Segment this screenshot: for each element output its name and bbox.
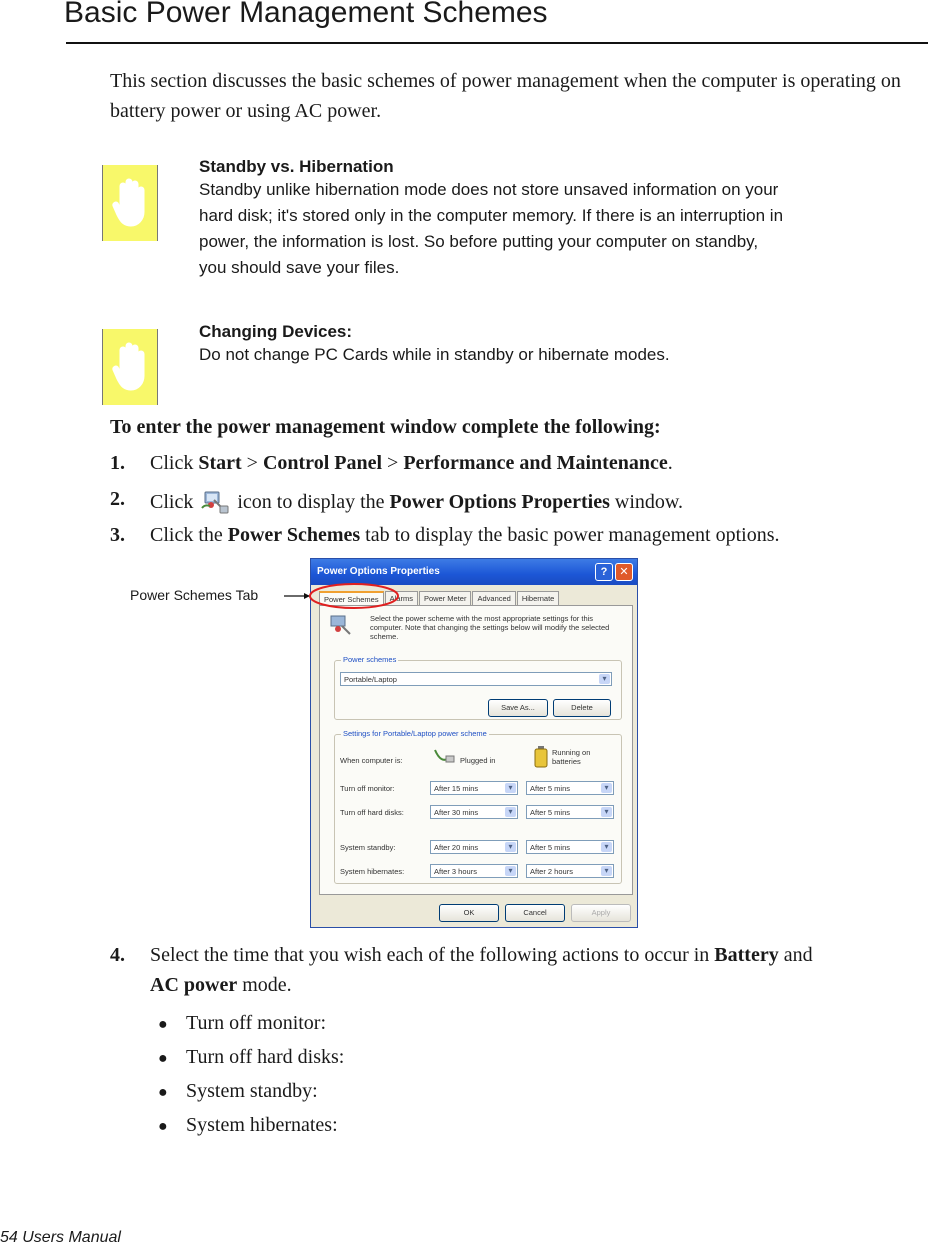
title-rule [66,42,928,44]
step-2 [110,488,684,513]
standby-ac-select[interactable]: After 20 mins ▾ [430,840,518,854]
battery-icon [534,746,548,768]
tab-power-meter[interactable]: Power Meter [419,591,472,605]
step-text: Click icon to display the Power Options Properties window. [150,488,683,514]
bullet-dot-icon: ● [158,1016,168,1033]
intro-paragraph: This section discusses the basic schemes of power management when the computer is operating on battery power or using AC power. [110,70,901,122]
hibernate-ac-select[interactable]: After 3 hours ▾ [430,864,518,878]
dialog-title: Power Options Properties [317,566,440,577]
apply-button[interactable]: Apply [571,904,631,922]
monitor-dc-select[interactable]: After 5 mins ▾ [526,781,614,795]
stop-hand-icon [102,165,158,241]
monitor-ac-select[interactable]: After 15 mins ▾ [430,781,518,795]
disks-dc-select[interactable]: After 5 mins ▾ [526,805,614,819]
tab-highlight-ellipse [306,580,402,612]
procedure-title: To enter the power management window complete the following: [110,416,661,438]
standby-dc-select[interactable]: After 5 mins ▾ [526,840,614,854]
save-as-button[interactable]: Save As... [488,699,548,717]
tab-alarms[interactable]: Alarms [385,591,418,605]
ok-button[interactable]: OK [439,904,499,922]
step-number: 4. [110,944,125,966]
note-changing-devices [199,322,930,368]
tab-panel [319,605,633,895]
help-button[interactable]: ? [595,563,613,581]
step-4-continued: AC power mode. [150,974,292,996]
step-text: Select the time that you wish each of the following actions to occur in Battery and [150,944,813,966]
note-standby-hibernation [199,157,930,281]
bullet-item: ● Turn off hard disks: [158,1046,345,1068]
power-options-dialog [310,558,638,928]
group-label: Settings for Portable/Laptop power scheme [343,729,487,738]
page-title: Basic Power Management Schemes [64,0,548,29]
bullet-item: ● System standby: [158,1080,318,1102]
step-text: Click the Power Schemes tab to display the basic power management options. [150,524,780,546]
note-line: you should save your files. [199,258,400,277]
group-label: Power schemes [343,655,397,664]
note-line: power, the information is lost. So before putting your computer on standby, [199,232,759,251]
callout-label: Power Schemes Tab [130,587,259,603]
step-1 [110,452,673,475]
bullet-dot-icon: ● [158,1050,168,1067]
tab-power-schemes[interactable]: Power Schemes [319,591,384,606]
note-line: Do not change PC Cards while in standby or hibernate modes. [199,345,670,364]
bullet-item: ● System hibernates: [158,1114,338,1136]
step-3 [110,524,780,547]
row-label: System standby: [340,843,396,852]
power-scheme-select[interactable]: Portable/Laptop ▾ [340,672,612,686]
disks-ac-select[interactable]: After 30 mins ▾ [430,805,518,819]
page-footer: 54 Users Manual [0,1229,121,1246]
plugged-in-label: Plugged in [460,756,496,765]
power-options-icon [198,488,232,514]
stop-hand-icon [102,329,158,405]
note-title: Changing Devices: [199,322,353,341]
power-scheme-icon [328,614,356,638]
note-title: Standby vs. Hibernation [199,157,394,176]
close-button[interactable]: ✕ [615,563,633,581]
when-label: When computer is: [340,756,403,765]
tab-advanced[interactable]: Advanced [472,591,515,605]
row-label: Turn off hard disks: [340,808,404,817]
row-label: System hibernates: [340,867,405,876]
step-number: 1. [110,452,125,474]
note-line: Standby unlike hibernation mode does not store unsaved information on your [199,180,779,199]
hibernate-dc-select[interactable]: After 2 hours ▾ [526,864,614,878]
step-number: 3. [110,524,125,546]
cancel-button[interactable]: Cancel [505,904,565,922]
note-line: hard disk; it's stored only in the computer memory. If there is an interruption in [199,206,784,225]
step-4 [110,944,813,967]
step-number: 2. [110,488,125,510]
step-text: Click Start > Control Panel > Performance and Maintenance. [150,452,673,474]
dialog-description: Select the power scheme with the most appropriate settings for this computer. Note that changing the settings below will modify the selected scheme. [370,614,610,641]
row-label: Turn off monitor: [340,784,395,793]
plug-icon [432,744,458,770]
tab-hibernate[interactable]: Hibernate [517,591,560,605]
bullet-dot-icon: ● [158,1084,168,1101]
delete-button[interactable]: Delete [553,699,611,717]
bullet-dot-icon: ● [158,1118,168,1135]
bullet-item: ● Turn off monitor: [158,1012,327,1034]
running-on-batteries-label: Running on batteries [552,748,591,766]
